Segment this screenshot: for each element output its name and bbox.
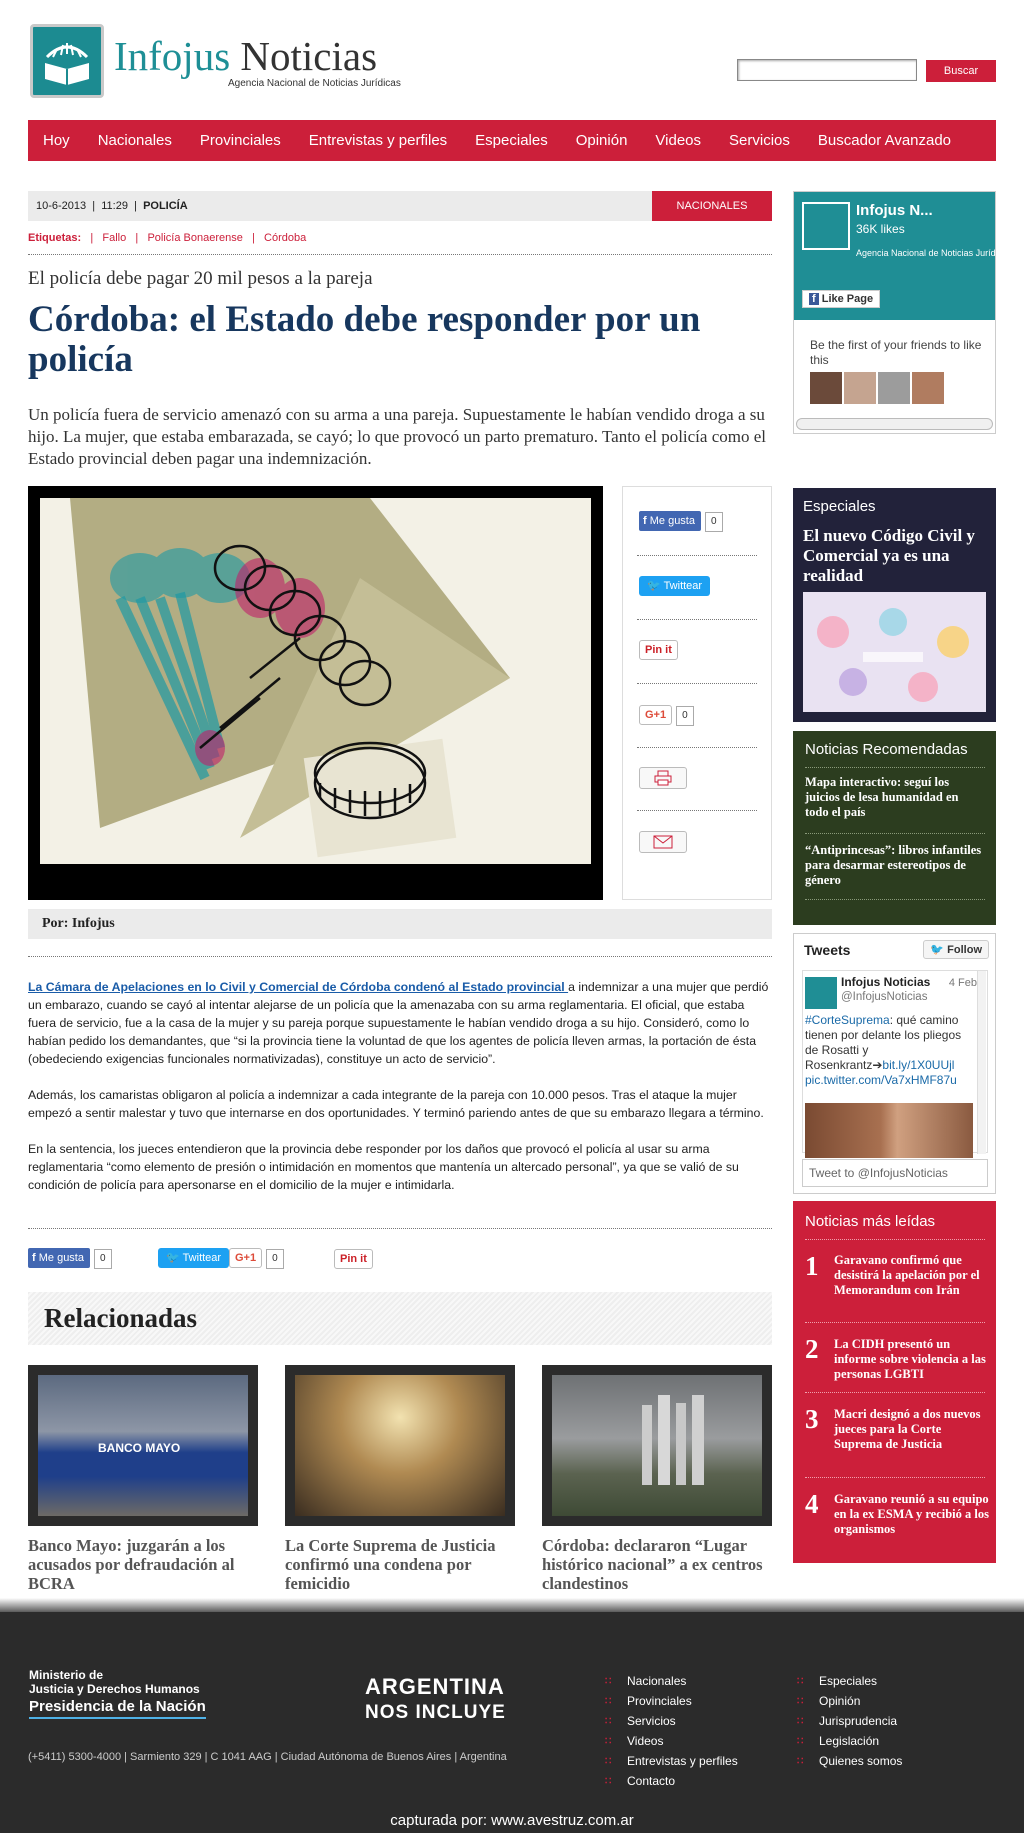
divider xyxy=(805,1239,985,1240)
rank-number: 1 xyxy=(805,1251,819,1281)
body-paragraph: En la sentencia, los jueces entendieron que la provincia debe responder por los daños que provocó el policía al usar su arma reglamentaria “como elemento de presión o intimidación en momentos que mantenía un altercado personal”, ya que se valió de su condición de policía para apersonarse en el domicilio de la mujer e intimidarla. xyxy=(28,1142,739,1192)
tweet-hashtag[interactable]: #CorteSuprema xyxy=(805,1013,890,1027)
print-button[interactable] xyxy=(639,767,687,789)
tweet-handle: @InfojusNoticias xyxy=(841,991,928,1003)
presidency-logo[interactable]: Presidencia de la Nación xyxy=(29,1698,206,1719)
mas-leidas-title: Noticias más leídas xyxy=(805,1213,936,1230)
rank-number: 2 xyxy=(805,1334,819,1364)
tweet-button[interactable] xyxy=(158,1248,229,1268)
body-paragraph: Además, los camaristas obligaron al policía a indemnizar a cada integrante de la pareja con 10.000 pesos. Tras el ataque la mujer empezó a sentir malestar y tuvo que internarse en dos oportunidades. Y terminó pariendo antes de que su embarazo llegara a término. xyxy=(28,1088,764,1120)
especiales-headline[interactable]: El nuevo Código Civil y Comercial ya es una realidad xyxy=(803,526,975,585)
email-button[interactable] xyxy=(639,831,687,853)
article-section: POLICÍA xyxy=(143,200,188,212)
footer-link[interactable]: Entrevistas y perfiles xyxy=(627,1754,738,1768)
fb-like-label: Me gusta xyxy=(38,1252,84,1264)
gplus-widget xyxy=(639,705,694,725)
divider xyxy=(637,555,757,556)
site-logo-title[interactable] xyxy=(114,34,377,78)
bullet-icon: ∷ xyxy=(605,1696,612,1707)
nav-item-buscador[interactable]: Buscador Avanzado xyxy=(817,132,952,149)
article-time: 11:29 xyxy=(101,200,128,212)
fb-like-page-label: Like Page xyxy=(821,293,874,305)
recomendada-link[interactable]: Mapa interactivo: seguí los juicios de lesa humanidad en todo el país xyxy=(805,775,959,819)
fb-like-count: 0 xyxy=(94,1249,112,1269)
especiales-title: Especiales xyxy=(803,498,876,515)
bottom-tweet xyxy=(158,1248,229,1268)
mas-leidas-box xyxy=(793,1201,996,1563)
especiales-box xyxy=(793,488,996,722)
bullet-icon: ∷ xyxy=(797,1756,804,1767)
bullet-icon: ∷ xyxy=(605,1676,612,1687)
logo-subtitle: Agencia Nacional de Noticias Jurídicas xyxy=(228,78,401,89)
tweet-label: Twittear xyxy=(663,580,703,592)
tweet-body xyxy=(805,1013,973,1088)
bottom-gplus xyxy=(229,1248,284,1269)
twitter-icon: 🐦 xyxy=(930,944,945,956)
pin-it-button[interactable]: Pin it xyxy=(334,1249,373,1269)
tweet-timeline[interactable] xyxy=(802,970,988,1153)
mas-leida-link[interactable]: Macri designó a dos nuevos jueces para la Corte Suprema de Justicia xyxy=(834,1407,981,1451)
tweet-label: Twittear xyxy=(182,1252,222,1264)
recomendada-link[interactable]: “Antiprincesas”: libros infantiles para desarmar estereotipos de género xyxy=(805,843,982,887)
fb-scrollbar[interactable] xyxy=(796,418,993,430)
footer-link[interactable]: Servicios xyxy=(627,1714,676,1728)
logo-word-2: Noticias xyxy=(240,33,378,79)
category-badge[interactable]: NACIONALES xyxy=(652,191,772,221)
tag-link[interactable]: Policía Bonaerense xyxy=(147,232,243,244)
divider xyxy=(805,1322,985,1323)
facebook-icon: f xyxy=(32,1252,36,1264)
rank-number: 3 xyxy=(805,1404,819,1434)
body-text: a indemnizar a una mujer que perdió un embarazo, cuando se cayó al intentar alejarse de un policía que la amenazaba con su arma reglamentaria. El oficial, que estaba fuera de servicio, fue a la casa de la mujer y su pareja porque supuestamente le habían vendido droga a su hijo. Consideró, como lo habían pedido los demandantes, que “si la provincia tiene la voluntad de que los agentes de policía lleven armas, la portación de ésta (obedeciendo exigencias funcionales normativizadas), constituye un acto de servicio”. xyxy=(28,980,769,1066)
article-meta-bar: 10-6-2013 | 11:29 | POLICÍA xyxy=(28,191,772,221)
ministry-line-1: Ministerio de xyxy=(29,1668,104,1682)
especiales-image[interactable] xyxy=(803,592,986,712)
fb-friends-text: Be the first of your friends to like this xyxy=(810,338,982,367)
nav-item-entrevistas[interactable]: Entrevistas y perfiles xyxy=(308,132,448,149)
logo-icon[interactable] xyxy=(30,24,104,98)
footer-link[interactable]: Quienes somos xyxy=(819,1754,903,1768)
bullet-icon: ∷ xyxy=(605,1736,612,1747)
nav-item-opinion[interactable]: Opinión xyxy=(575,132,628,149)
ministry-logo[interactable] xyxy=(29,1668,200,1696)
related-title: Relacionadas xyxy=(44,1303,198,1333)
capture-credit: capturada por: www.avestruz.com.ar xyxy=(390,1812,634,1829)
nav-item-especiales[interactable]: Especiales xyxy=(475,132,548,149)
nav-item-provinciales[interactable]: Provinciales xyxy=(199,132,281,149)
mas-leida-link[interactable]: Garavano confirmó que desistirá la apelación por el Memorandum con Irán xyxy=(834,1253,980,1297)
body-paragraph xyxy=(28,978,772,1068)
nav-item-servicios[interactable]: Servicios xyxy=(729,132,790,149)
divider xyxy=(805,899,985,900)
article-headline: Córdoba: el Estado debe responder por un policía xyxy=(28,299,701,380)
footer-link[interactable]: Opinión xyxy=(819,1694,861,1708)
divider xyxy=(637,747,757,748)
divider xyxy=(805,1477,985,1478)
related-caption[interactable]: Córdoba: declararon “Lugar histórico nacional” a ex centros clandestinos xyxy=(542,1536,763,1593)
body-link[interactable]: La Cámara de Apelaciones en lo Civil y Comercial de Córdoba condenó al Estado provincial xyxy=(28,980,569,994)
gplus-count: 0 xyxy=(266,1249,284,1269)
article-lead: Un policía fuera de servicio amenazó con su arma a una pareja. Supuestamente le habían vendido droga a su hijo. La mujer, que estaba embarazada, se cayó; lo que provocó un parto prematuro. Tanto el policía como el Estado provincial deben pagar una indemnización. xyxy=(28,405,766,468)
friend-avatar[interactable] xyxy=(912,372,944,404)
tags-line: Etiquetas: | Fallo | Policía Bonaerense | Córdoba xyxy=(28,232,307,244)
nav-item-nacionales[interactable]: Nacionales xyxy=(97,132,172,149)
fb-page-name: Infojus N... xyxy=(856,202,933,219)
tag-link[interactable]: Fallo xyxy=(102,232,127,244)
tweet-link[interactable]: pic.twitter.com/Va7xHMF87u xyxy=(805,1073,957,1087)
footer-link[interactable]: Jurisprudencia xyxy=(819,1714,898,1728)
tweet-widget xyxy=(639,576,710,596)
envelope-icon xyxy=(653,835,673,849)
fb-like-count: 0 xyxy=(705,512,723,532)
bullet-icon: ∷ xyxy=(797,1716,804,1727)
mas-leida-link[interactable]: Garavano reunió a su equipo en la ex ESMA y recibió a los organismos xyxy=(834,1492,989,1536)
article-main-image xyxy=(28,486,603,900)
divider xyxy=(637,619,757,620)
twitter-icon: 🐦 xyxy=(166,1252,180,1264)
footer-link[interactable]: Videos xyxy=(627,1734,664,1748)
bullet-icon: ∷ xyxy=(605,1776,612,1787)
mas-leida-link[interactable]: La CIDH presentó un informe sobre violencia a las personas LGBTI xyxy=(834,1337,986,1381)
follow-label: Follow xyxy=(947,944,982,956)
logo-word-1: Infojus xyxy=(114,33,231,79)
bullet-icon: ∷ xyxy=(797,1696,804,1707)
bullet-icon: ∷ xyxy=(797,1736,804,1747)
pin-widget xyxy=(639,640,678,660)
divider xyxy=(28,254,772,255)
tags-label: Etiquetas: xyxy=(28,232,82,244)
nos-incluye-logo: NOS INCLUYE xyxy=(365,1702,506,1723)
tweet-button[interactable] xyxy=(639,576,710,596)
tweet-date: 4 Feb xyxy=(948,977,977,989)
bullet-icon: ∷ xyxy=(797,1676,804,1687)
fb-like-button[interactable] xyxy=(28,1248,90,1268)
gplus-button[interactable]: G+1 xyxy=(229,1248,262,1268)
bottom-pin xyxy=(334,1249,373,1269)
related-image-1[interactable] xyxy=(28,1365,258,1526)
article-body xyxy=(28,978,772,1212)
facebook-icon: f xyxy=(643,515,647,527)
fb-page-likes: 36K likes xyxy=(856,222,905,236)
fb-page-avatar xyxy=(802,202,850,250)
fb-like-button[interactable] xyxy=(639,511,701,531)
tag-link[interactable]: Córdoba xyxy=(264,232,307,244)
footer-link[interactable]: Contacto xyxy=(627,1774,676,1788)
tweet-author[interactable]: Infojus Noticias xyxy=(841,975,931,989)
friend-avatar[interactable] xyxy=(878,372,910,404)
facebook-page-widget xyxy=(793,191,1012,434)
bullet-icon: ∷ xyxy=(605,1756,612,1767)
footer-link[interactable]: Especiales xyxy=(819,1674,878,1688)
tweet-to-input[interactable]: Tweet to @InfojusNoticias xyxy=(802,1159,988,1187)
tweet-image[interactable] xyxy=(805,1103,973,1158)
pin-it-button[interactable]: Pin it xyxy=(639,640,678,660)
bottom-fb-like xyxy=(28,1248,112,1269)
article-kicker: El policía debe pagar 20 mil pesos a la pareja xyxy=(28,268,373,289)
related-image-3[interactable] xyxy=(542,1365,772,1526)
search-button[interactable]: Buscar xyxy=(926,60,996,82)
footer-link[interactable]: Legislación xyxy=(819,1734,880,1748)
tweet-scrollbar[interactable] xyxy=(977,971,986,1154)
fb-like-widget xyxy=(639,511,723,531)
related-caption[interactable]: Banco Mayo: juzgarán a los acusados por defraudación al BCRA xyxy=(28,1536,235,1593)
divider xyxy=(28,956,772,957)
recomendadas-title: Noticias Recomendadas xyxy=(805,741,968,758)
friend-avatar[interactable] xyxy=(844,372,876,404)
fb-banner-subtitle: Agencia Nacional de Noticias Jurídicas xyxy=(856,248,1012,258)
related-image-2[interactable] xyxy=(285,1365,515,1526)
print-icon xyxy=(654,770,672,786)
related-image-text: BANCO MAYO xyxy=(98,1441,181,1455)
divider xyxy=(805,1392,985,1393)
twitter-follow-button[interactable] xyxy=(923,940,989,959)
share-sidebar xyxy=(622,486,772,900)
related-caption[interactable]: La Corte Suprema de Justicia confirmó una condena por femicidio xyxy=(285,1536,496,1593)
divider xyxy=(805,833,985,834)
search-input[interactable] xyxy=(737,59,917,81)
facebook-icon: f xyxy=(809,293,819,305)
fb-page-banner[interactable] xyxy=(794,192,1012,320)
divider xyxy=(28,1228,772,1229)
tweets-title: Tweets xyxy=(804,942,851,958)
friend-avatar[interactable] xyxy=(810,372,842,404)
footer-address: (+5411) 5300-4000 | Sarmiento 329 | C 1041 AAG | Ciudad Autónoma de Buenos Aires | Argentina xyxy=(28,1751,507,1763)
bullet-icon: ∷ xyxy=(605,1716,612,1727)
tweet-text: : qué camino tienen por delante los pliegos de Rosatti y Rosenkrantz➔ xyxy=(805,1013,962,1072)
article-date: 10-6-2013 xyxy=(36,200,87,212)
divider xyxy=(637,810,757,811)
footer-link[interactable]: Provinciales xyxy=(627,1694,692,1708)
tweet-link[interactable]: bit.ly/1X0UUjl xyxy=(882,1058,955,1072)
main-nav xyxy=(28,120,996,161)
nav-item-hoy[interactable]: Hoy xyxy=(43,132,70,149)
nav-item-videos[interactable]: Videos xyxy=(655,132,702,149)
rank-number: 4 xyxy=(805,1489,819,1519)
gplus-button[interactable]: G+1 xyxy=(639,705,672,725)
divider xyxy=(637,683,757,684)
recomendadas-box xyxy=(793,731,996,925)
article-byline: Por: Infojus xyxy=(28,909,772,939)
argentina-logo: ARGENTINA xyxy=(365,1674,505,1699)
footer-link[interactable]: Nacionales xyxy=(627,1674,687,1688)
gplus-count: 0 xyxy=(676,706,694,726)
divider xyxy=(805,767,985,768)
tweet-avatar[interactable] xyxy=(805,977,837,1009)
ministry-line-2: Justicia y Derechos Humanos xyxy=(29,1682,200,1696)
fb-like-page-button[interactable] xyxy=(802,290,880,308)
twitter-widget xyxy=(793,933,996,1194)
twitter-icon: 🐦 xyxy=(647,580,661,592)
fb-like-label: Me gusta xyxy=(649,515,695,527)
